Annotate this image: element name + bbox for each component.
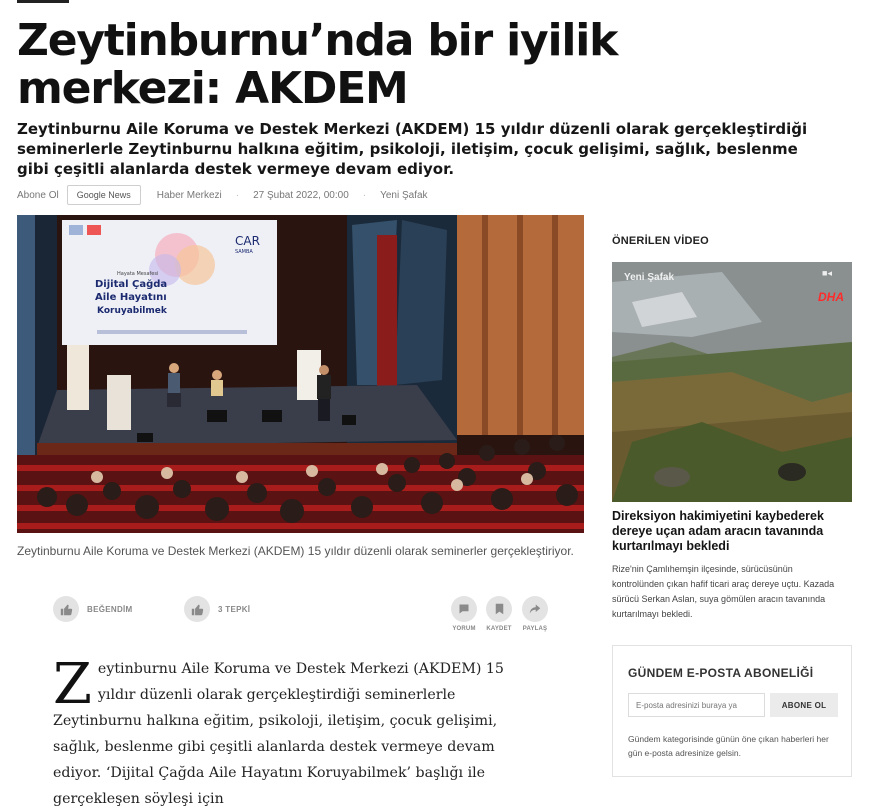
subscribe-link[interactable]: Abone Ol bbox=[17, 189, 59, 201]
yeni-safak-logo: Yeni Şafak bbox=[624, 272, 675, 283]
comment-icon bbox=[451, 596, 477, 622]
drop-cap: Z bbox=[53, 652, 92, 717]
save-label: KAYDET bbox=[486, 626, 512, 632]
top-rule bbox=[17, 0, 69, 3]
meta-separator: · bbox=[235, 189, 240, 201]
email-input[interactable] bbox=[628, 693, 765, 717]
share-icon bbox=[522, 596, 548, 622]
meta-separator: · bbox=[362, 189, 367, 201]
author[interactable]: Haber Merkezi bbox=[156, 189, 222, 201]
google-news-button[interactable]: Google News bbox=[67, 185, 141, 205]
video-description: Rize'nin Çamlıhemşin ilçesinde, sürücüsünün kontrolünden çıkan hafif ticari araç dereye uçtu. Kazada sürücü Serkan Aslan, suya gömülen aracın tavanında kurtarılmayı bekledi. bbox=[612, 564, 835, 619]
screen-brand: CAR bbox=[235, 234, 260, 248]
source: Yeni Şafak bbox=[380, 189, 428, 201]
article-summary: Zeytinburnu Aile Koruma ve Destek Merkezi (AKDEM) 15 yıldır düzenli olarak gerçekleştirdiği seminerlerle Zeytinburnu halkına eğitim, psikoloji, iletişim, çocuk gelişimi, sağlık, beslenme gibi çeşitli alanlarda destek vermeye devam ediyor. bbox=[17, 120, 808, 178]
screen-line-2: Aile Hayatını bbox=[95, 292, 167, 303]
video-title[interactable]: Direksiyon hakimiyetini kaybederek dereye uçan adam aracın tavanında kurtarılmayı bekledi bbox=[612, 509, 824, 553]
image-caption: Zeytinburnu Aile Koruma ve Destek Merkezi (AKDEM) 15 yıldır düzenli olarak seminerler gerçekleştiriyor. bbox=[17, 544, 574, 558]
comment-button[interactable] bbox=[446, 596, 482, 632]
thumbs-up-icon bbox=[53, 596, 79, 622]
screen-line-1: Dijital Çağda bbox=[95, 279, 168, 290]
share-label: PAYLAŞ bbox=[522, 626, 548, 632]
video-camera-icon: ■◂ bbox=[822, 268, 832, 278]
video-thumbnail[interactable] bbox=[612, 262, 852, 502]
newsletter-note: Gündem kategorisinde günün öne çıkan haberleri her gün e-posta adresinize gelsin. bbox=[628, 734, 829, 758]
bookmark-icon bbox=[486, 596, 512, 622]
screen-brand-sub: SAMBA bbox=[235, 249, 253, 255]
newsletter-title: GÜNDEM E-POSTA ABONELİĞİ bbox=[628, 666, 814, 680]
article-paragraph: eytinburnu Aile Koruma ve Destek Merkezi (AKDEM) 15 yıldır düzenli olarak gerçekleştirdiği seminerlerle Zeytinburnu halkına eğitim, psikoloji, iletişim, çocuk gelişimi, sağlık, beslenme gibi çeşitli alanlarda destek vermeye devam ediyor. ‘Dijital Çağda Aile Hayatını Koruyabilmek’ başlığı ile gerçekleşen söyleşi için bbox=[53, 661, 504, 807]
like-label: BEĞENDİM bbox=[87, 604, 133, 614]
thumbs-up-icon bbox=[184, 596, 210, 622]
reaction-count-label: 3 TEPKİ bbox=[218, 604, 251, 614]
article-meta bbox=[17, 184, 428, 206]
screen-subtitle: Hayata Mesafesi bbox=[117, 271, 159, 277]
publish-date: 27 Şubat 2022, 00:00 bbox=[253, 189, 349, 201]
hero-image[interactable] bbox=[17, 215, 584, 533]
share-button[interactable] bbox=[517, 596, 553, 632]
like-button[interactable] bbox=[53, 596, 133, 622]
dha-logo: DHA bbox=[818, 290, 844, 304]
comment-label: YORUM bbox=[452, 626, 476, 632]
reaction-count-button[interactable] bbox=[184, 596, 250, 622]
reactions-bar bbox=[53, 596, 553, 636]
article-headline: Zeytinburnu’nda bir iyilik merkezi: AKDEM bbox=[17, 15, 618, 114]
newsletter-box bbox=[612, 645, 852, 777]
screen-line-3: Koruyabilmek bbox=[97, 306, 167, 316]
save-button[interactable] bbox=[481, 596, 517, 632]
recommended-video-title: ÖNERİLEN VİDEO bbox=[612, 235, 709, 247]
article-body bbox=[53, 652, 533, 812]
subscribe-button[interactable]: ABONE OL bbox=[770, 693, 838, 717]
